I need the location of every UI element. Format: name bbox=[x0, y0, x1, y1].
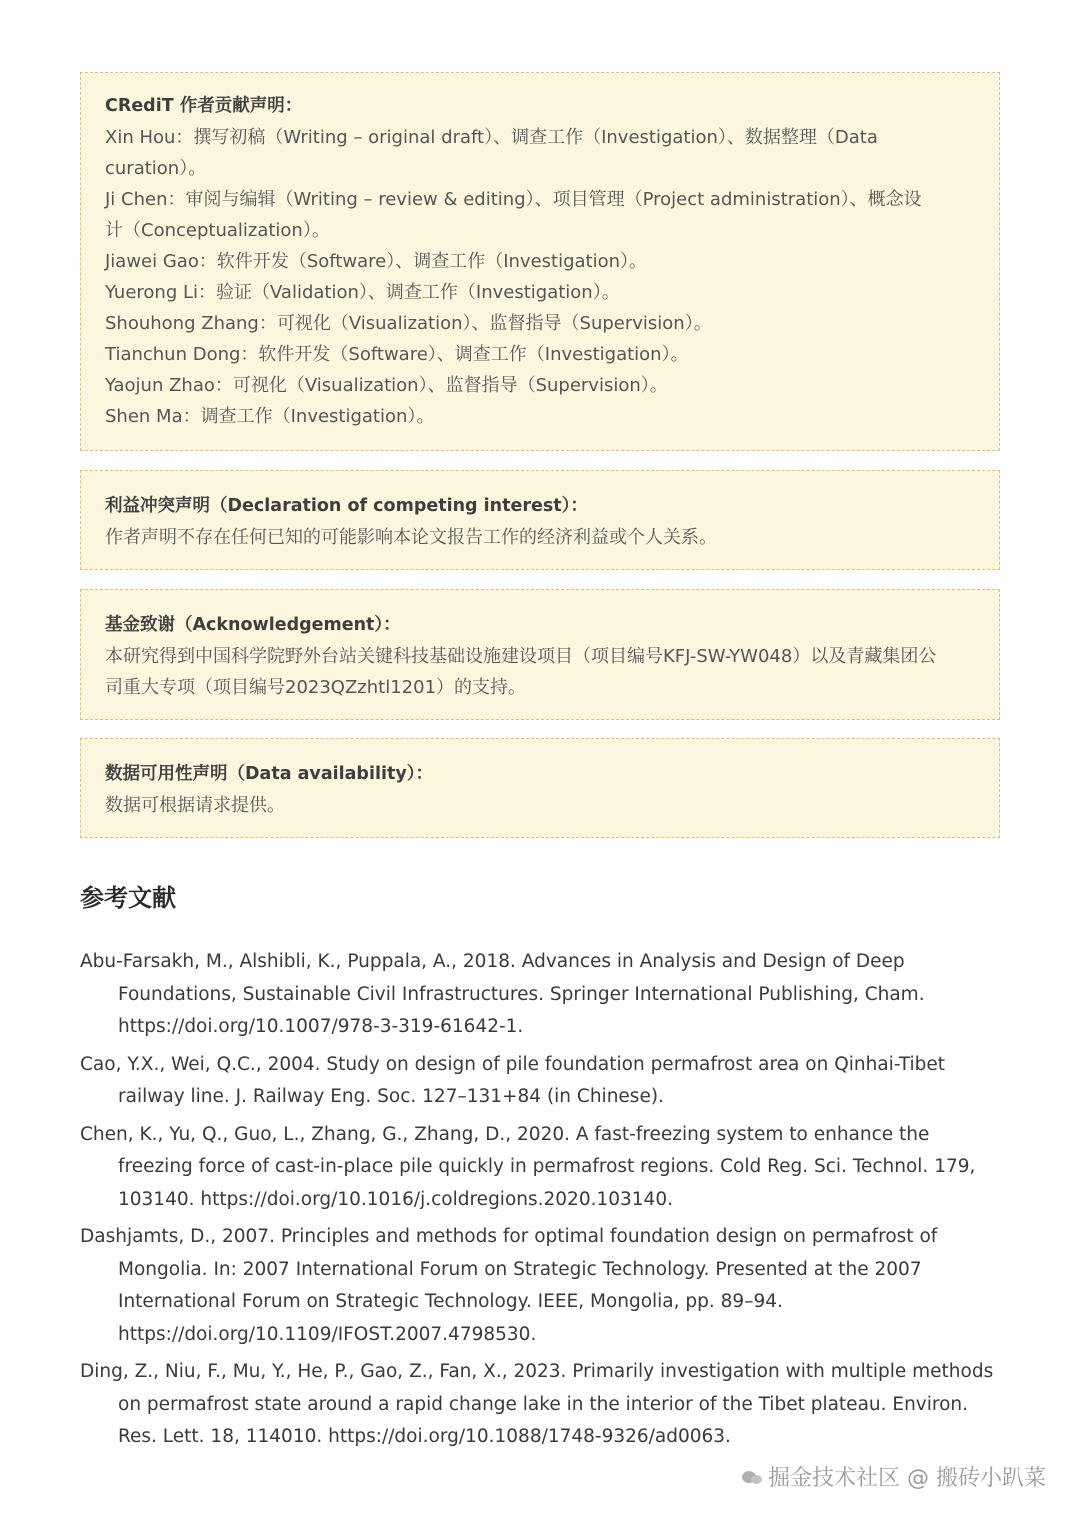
acknowledgement-title: 基金致谢（Acknowledgement）： bbox=[105, 615, 401, 635]
competing-interest-title: 利益冲突声明（Declaration of competing interest）： bbox=[105, 496, 588, 516]
wechat-icon bbox=[742, 1469, 764, 1485]
credit-line: 计（Conceptualization）。 bbox=[105, 220, 330, 241]
watermark bbox=[742, 1461, 1046, 1492]
credit-line: curation）。 bbox=[105, 158, 207, 179]
references-list bbox=[80, 946, 1000, 1459]
credit-line: Xin Hou：撰写初稿（Writing – original draft）、调查工作（Investigation）、数据整理（Data bbox=[105, 127, 878, 148]
reference-item: Chen, K., Yu, Q., Guo, L., Zhang, G., Zhang, D., 2020. A fast-freezing system to enhance the freezing force of cast-in-place pile quickly in permafrost regions. Cold Reg. Sci. Technol. 179, 103140. https://doi.org/10.1016/j.coldregions.2020.103140. bbox=[80, 1123, 976, 1210]
acknowledgement-text: 司重大专项（项目编号2023QZzhtl1201）的支持。 bbox=[105, 677, 527, 698]
credit-line: Shouhong Zhang：可视化（Visualization）、监督指导（Supervision）。 bbox=[105, 313, 712, 334]
watermark-text: 掘金技术社区 @ 搬砖小趴菜 bbox=[768, 1466, 1046, 1491]
credit-line: Ji Chen：审阅与编辑（Writing – review & editing）、项目管理（Project administration）、概念设 bbox=[105, 189, 922, 210]
credit-line: Tianchun Dong：软件开发（Software）、调查工作（Investigation）。 bbox=[105, 344, 689, 365]
reference-item: Ding, Z., Niu, F., Mu, Y., He, P., Gao, Z., Fan, X., 2023. Primarily investigation with multiple methods on permafrost state around a rapid change lake in the interior of the Tibet plateau. Environ. Res. Lett. 18, 114010. https://doi.org/10.1088/1748-9326/ad0063. bbox=[80, 1361, 994, 1447]
data-availability-title: 数据可用性声明（Data availability）： bbox=[105, 764, 433, 784]
data-availability-box bbox=[80, 738, 1000, 838]
credit-title: CRediT 作者贡献声明： bbox=[105, 96, 303, 116]
acknowledgement-text: 本研究得到中国科学院野外台站关键科技基础设施建设项目（项目编号KFJ-SW-YW048）以及青藏集团公 bbox=[105, 646, 937, 667]
acknowledgement-box bbox=[80, 589, 1000, 720]
reference-item: Cao, Y.X., Wei, Q.C., 2004. Study on design of pile foundation permafrost area on Qinhai-Tibet railway line. J. Railway Eng. Soc. 127–131+84 (in Chinese). bbox=[80, 1053, 946, 1107]
reference-item: Abu-Farsakh, M., Alshibli, K., Puppala, A., 2018. Advances in Analysis and Design of Deep Foundations, Sustainable Civil Infrastructures. Springer International Publishing, Cham. https://doi.org/10.1007/978-3-319-61642-1. bbox=[80, 951, 925, 1037]
credit-statement-box bbox=[80, 72, 1000, 451]
competing-interest-text: 作者声明不存在任何已知的可能影响本论文报告工作的经济利益或个人关系。 bbox=[105, 527, 717, 548]
reference-item: Dashjamts, D., 2007. Principles and methods for optimal foundation design on permafrost of Mongolia. In: 2007 International Forum on Strategic Technology. Presented at the 2007 International Forum on Strategic Technology. IEEE, Mongolia, pp. 89–94. https://doi.org/10.1109/IFOST.2007.4798530. bbox=[80, 1226, 938, 1345]
competing-interest-box bbox=[80, 470, 1000, 570]
credit-line: Yaojun Zhao：可视化（Visualization）、监督指导（Supervision）。 bbox=[105, 375, 668, 396]
references-heading: 参考文献 bbox=[80, 884, 176, 912]
credit-line: Jiawei Gao：软件开发（Software）、调查工作（Investigation）。 bbox=[105, 251, 648, 272]
credit-line: Yuerong Li：验证（Validation）、调查工作（Investigation）。 bbox=[105, 282, 620, 303]
credit-line: Shen Ma：调查工作（Investigation）。 bbox=[105, 406, 435, 427]
data-availability-text: 数据可根据请求提供。 bbox=[105, 795, 285, 816]
